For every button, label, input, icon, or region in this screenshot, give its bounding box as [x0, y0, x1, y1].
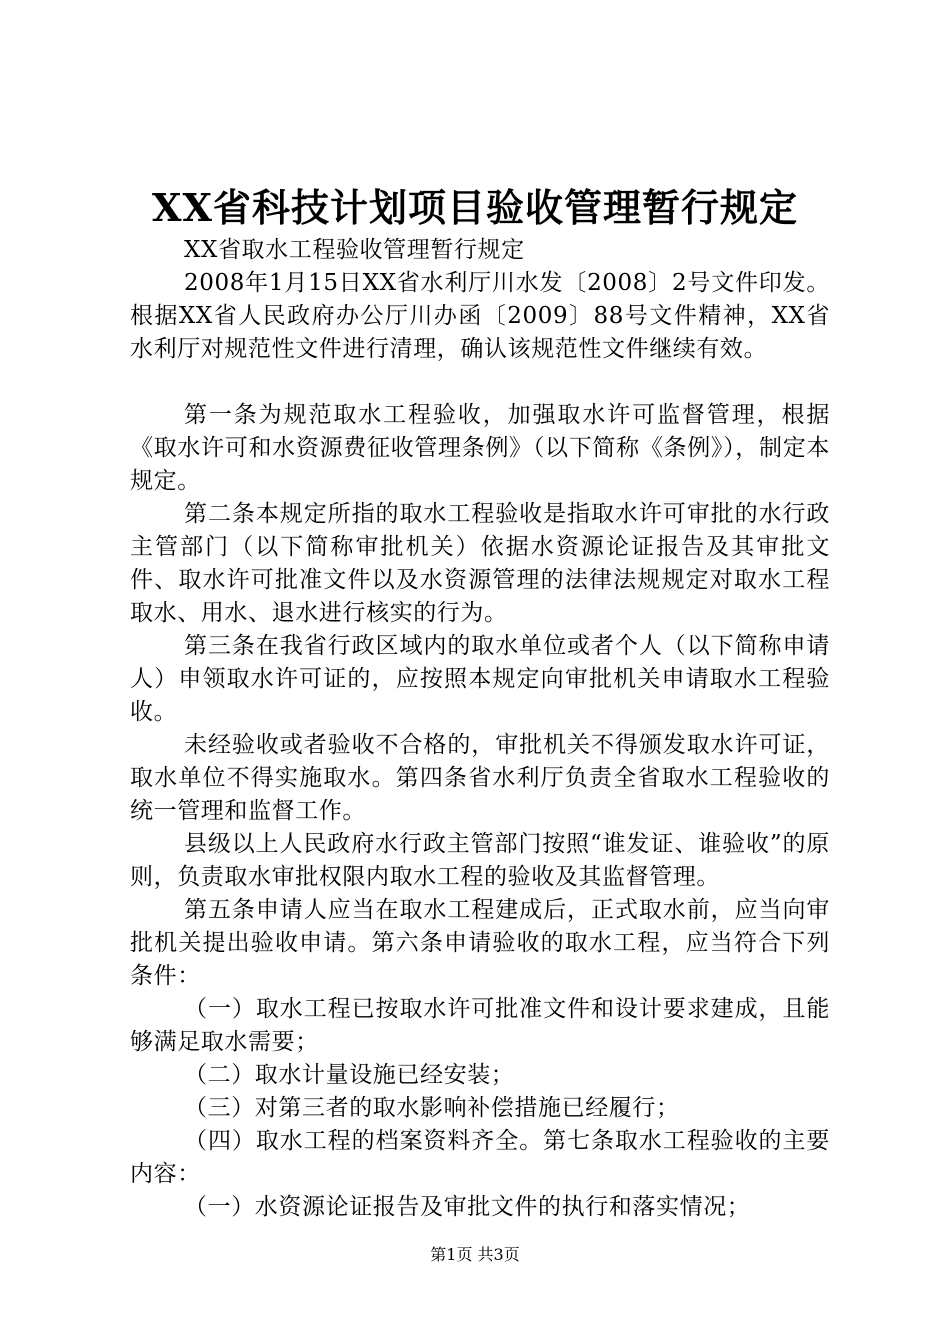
list-item-condition-3: （三）对第三者的取水影响补偿措施已经履行；: [184, 1095, 680, 1121]
page-footer: 第1页 共3页: [430, 1245, 520, 1264]
paragraph-article-3-4: 未经验收或者验收不合格的，审批机关不得颁发取水许可证，取水单位不得实施取水。第四条省水利厅负责全省取水工程验收的统一管理和监督工作。: [130, 732, 830, 824]
paragraph-article-5-6: 第五条申请人应当在取水工程建成后，正式取水前，应当向审批机关提出验收申请。第六条申请验收的取水工程，应当符合下列条件：: [130, 897, 830, 989]
paragraph-issuance-note: 2008年1月15日XX省水利厅川水发〔2008〕2号文件印发。根据XX省人民政府办公厅川办函〔2009〕88号文件精神，XX省水利厅对规范性文件进行清理，确认该规范性文件继续有效。: [130, 270, 830, 362]
list-item-condition-2: （二）取水计量设施已经安装；: [184, 1062, 515, 1088]
list-item-content-1: （一）水资源论证报告及审批文件的执行和落实情况；: [184, 1194, 751, 1220]
list-item-condition-1: （一）取水工程已按取水许可批准文件和设计要求建成，且能够满足取水需要；: [130, 996, 830, 1055]
paragraph-county-level: 县级以上人民政府水行政主管部门按照“谁发证、谁验收”的原则，负责取水审批权限内取水工程的验收及其监督管理。: [130, 831, 830, 890]
paragraph-article-2: 第二条本规定所指的取水工程验收是指取水许可审批的水行政主管部门（以下简称审批机关）依据水资源论证报告及其审批文件、取水许可批准文件以及水资源管理的法律法规规定对取水工程取水、用水、退水进行核实的行为。: [130, 501, 830, 626]
paragraph-article-1: 第一条为规范取水工程验收，加强取水许可监督管理，根据《取水许可和水资源费征收管理条例》（以下简称《条例》），制定本规定。: [130, 402, 830, 494]
paragraph-subtitle: XX省取水工程验收管理暂行规定: [184, 237, 525, 263]
list-item-condition-4: （四）取水工程的档案资料齐全。第七条取水工程验收的主要内容：: [130, 1128, 830, 1187]
document-title: XX省科技计划项目验收管理暂行规定: [152, 185, 798, 230]
document-body: [130, 234, 830, 1224]
paragraph-article-3: 第三条在我省行政区域内的取水单位或者个人（以下简称申请人）申领取水许可证的，应按照本规定向审批机关申请取水工程验收。: [130, 633, 830, 725]
